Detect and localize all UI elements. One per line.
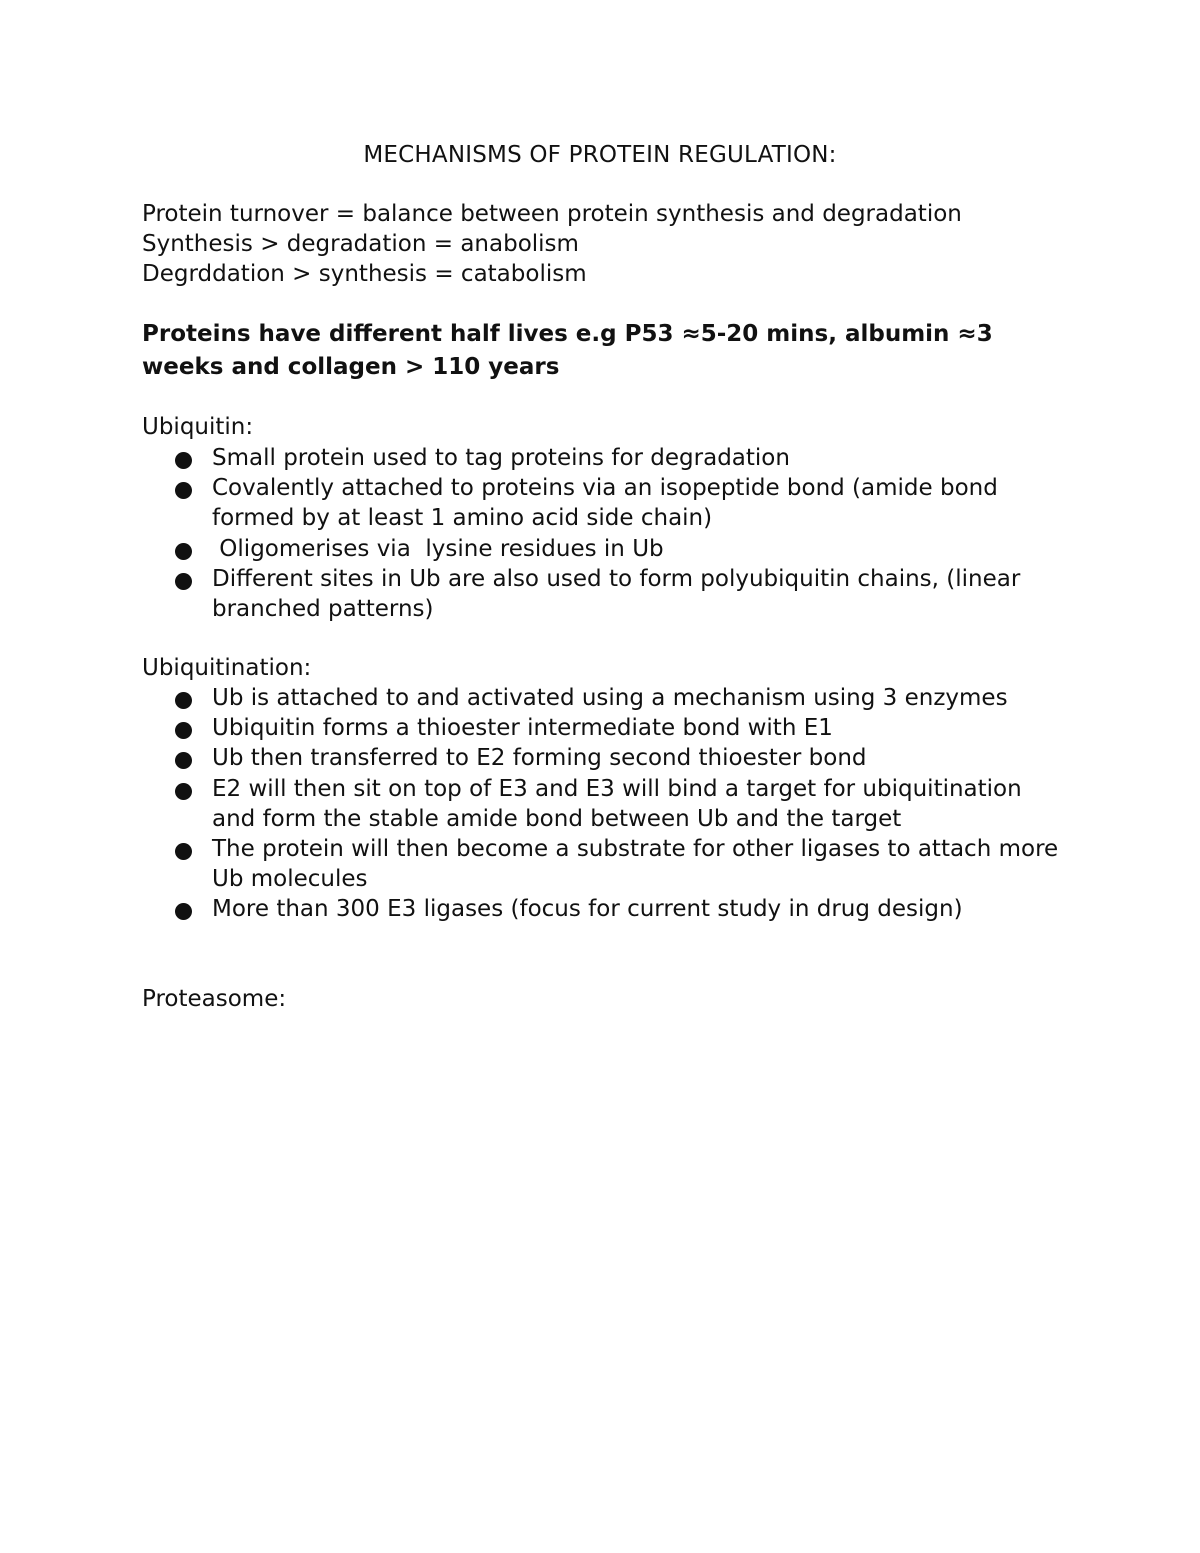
- bullet-icon: [175, 573, 192, 590]
- list-item: Ub is attached to and activated using a mechanism using 3 enzymes: [142, 683, 1072, 713]
- list-item: More than 300 E3 ligases (focus for current study in drug design): [142, 894, 1072, 924]
- bullet-icon: [175, 482, 192, 499]
- list-item: Different sites in Ub are also used to form polyubiquitin chains, (linear branched patterns): [142, 564, 1072, 624]
- half-lives-note: Proteins have different half lives e.g P53 ≈5-20 mins, albumin ≈3 weeks and collagen > 110 years: [142, 321, 993, 380]
- list-item: Oligomerises via lysine residues in Ub: [142, 534, 1072, 564]
- list-item: The protein will then become a substrate for other ligases to attach more Ub molecules: [142, 834, 1072, 894]
- ubiquitination-heading: Ubiquitination:: [142, 655, 312, 681]
- page-title: MECHANISMS OF PROTEIN REGULATION:: [363, 142, 837, 168]
- bullet-icon: [175, 722, 192, 739]
- bullet-icon: [175, 543, 192, 560]
- ubiquitin-heading: Ubiquitin:: [142, 414, 254, 440]
- bullet-icon: [175, 752, 192, 769]
- proteasome-heading: Proteasome:: [142, 986, 287, 1012]
- list-item: Covalently attached to proteins via an isopeptide bond (amide bond formed by at least 1 amino acid side chain): [142, 473, 1072, 533]
- bullet-icon: [175, 692, 192, 709]
- bullet-icon: [175, 452, 192, 469]
- bullet-icon: [175, 783, 192, 800]
- bullet-icon: [175, 843, 192, 860]
- turnover-line: Synthesis > degradation = anabolism: [142, 231, 579, 257]
- bullet-icon: [175, 903, 192, 920]
- ubiquitination-list: [142, 683, 1072, 925]
- turnover-line: Protein turnover = balance between protein synthesis and degradation: [142, 201, 962, 227]
- list-item: Small protein used to tag proteins for degradation: [142, 443, 1072, 473]
- turnover-line: Degrddation > synthesis = catabolism: [142, 261, 587, 287]
- list-item: Ubiquitin forms a thioester intermediate bond with E1: [142, 713, 1072, 743]
- turnover-block: [142, 199, 1062, 289]
- ubiquitin-list: [142, 443, 1072, 624]
- list-item: E2 will then sit on top of E3 and E3 will bind a target for ubiquitination and form the stable amide bond between Ub and the target: [142, 774, 1072, 834]
- list-item: Ub then transferred to E2 forming second thioester bond: [142, 743, 1072, 773]
